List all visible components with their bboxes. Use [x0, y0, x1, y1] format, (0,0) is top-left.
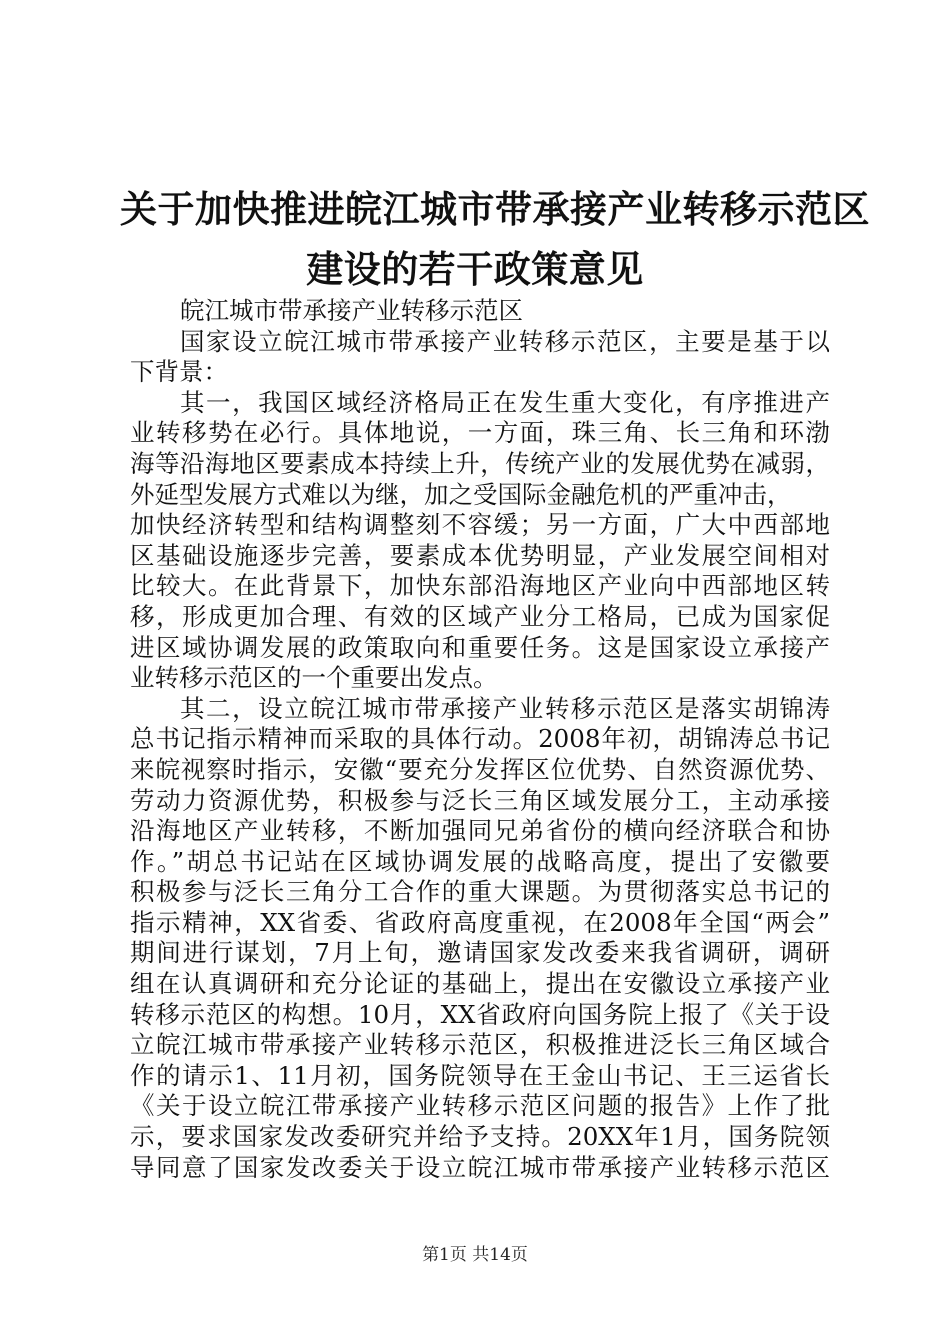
body-line: 劳动力资源优势，积极参与泛长三角区域发展分工，主动承接	[130, 785, 830, 815]
body-line: 组在认真调研和充分论证的基础上，提出在安徽设立承接产业	[130, 969, 830, 999]
body-line: 国家设立皖江城市带承接产业转移示范区，主要是基于以	[180, 326, 830, 356]
body-line: 指示精神，XX省委、省政府高度重视，在2008年全国“两会”	[130, 907, 830, 937]
body-line: 外延型发展方式难以为继，加之受国际金融危机的严重冲击，	[130, 479, 792, 509]
body-line: 积极参与泛长三角分工合作的重大课题。为贯彻落实总书记的	[130, 877, 830, 907]
body-line: 区基础设施逐步完善，要素成本优势明显，产业发展空间相对	[130, 540, 830, 570]
body-line: 转移示范区的构想。10月，XX省政府向国务院上报了《关于设	[130, 999, 830, 1029]
body-line: 海等沿海地区要素成本持续上升，传统产业的发展优势在减弱，	[130, 448, 830, 478]
document-body	[130, 296, 830, 1183]
body-line: 加快经济转型和结构调整刻不容缓；另一方面，广大中西部地	[130, 510, 830, 540]
body-line: 业转移势在必行。具体地说，一方面，珠三角、长三角和环渤	[130, 418, 830, 448]
body-line: 总书记指示精神而采取的具体行动。2008年初，胡锦涛总书记	[130, 724, 830, 754]
body-line: 进区域协调发展的政策取向和重要任务。这是国家设立承接产	[130, 632, 830, 662]
body-line: 作。”胡总书记站在区域协调发展的战略高度，提出了安徽要	[130, 846, 830, 876]
body-line: 沿海地区产业转移，不断加强同兄弟省份的横向经济联合和协	[130, 816, 830, 846]
page-footer: 第1页 共14页	[422, 1245, 528, 1265]
body-line: 期间进行谋划，7月上旬，邀请国家发改委来我省调研，调研	[130, 938, 830, 968]
body-line: 作的请示1、11月初，国务院领导在王金山书记、王三运省长	[130, 1060, 830, 1090]
body-line: 导同意了国家发改委关于设立皖江城市带承接产业转移示范区	[130, 1152, 830, 1182]
document-title-line-2: 建设的若干政策意见	[306, 248, 644, 291]
body-line: 其二，设立皖江城市带承接产业转移示范区是落实胡锦涛	[180, 693, 830, 723]
body-line: 皖江城市带承接产业转移示范区	[180, 296, 523, 325]
body-line: 比较大。在此背景下，加快东部沿海地区产业向中西部地区转	[130, 571, 830, 601]
body-line: 来皖视察时指示，安徽“要充分发挥区位优势、自然资源优势、	[130, 754, 830, 784]
body-line: 示，要求国家发改委研究并给予支持。20XX年1月，国务院领	[130, 1122, 830, 1152]
body-line: 《关于设立皖江带承接产业转移示范区问题的报告》上作了批	[130, 1091, 830, 1121]
document-title-line-1: 关于加快推进皖江城市带承接产业转移示范区	[120, 188, 870, 231]
body-line: 其一，我国区域经济格局正在发生重大变化，有序推进产	[180, 387, 830, 417]
body-line: 业转移示范区的一个重要出发点。	[130, 663, 498, 693]
body-line: 下背景：	[130, 357, 228, 387]
body-line: 移，形成更加合理、有效的区域产业分工格局，已成为国家促	[130, 601, 830, 631]
body-line: 立皖江城市带承接产业转移示范区，积极推进泛长三角区域合	[130, 1030, 830, 1060]
